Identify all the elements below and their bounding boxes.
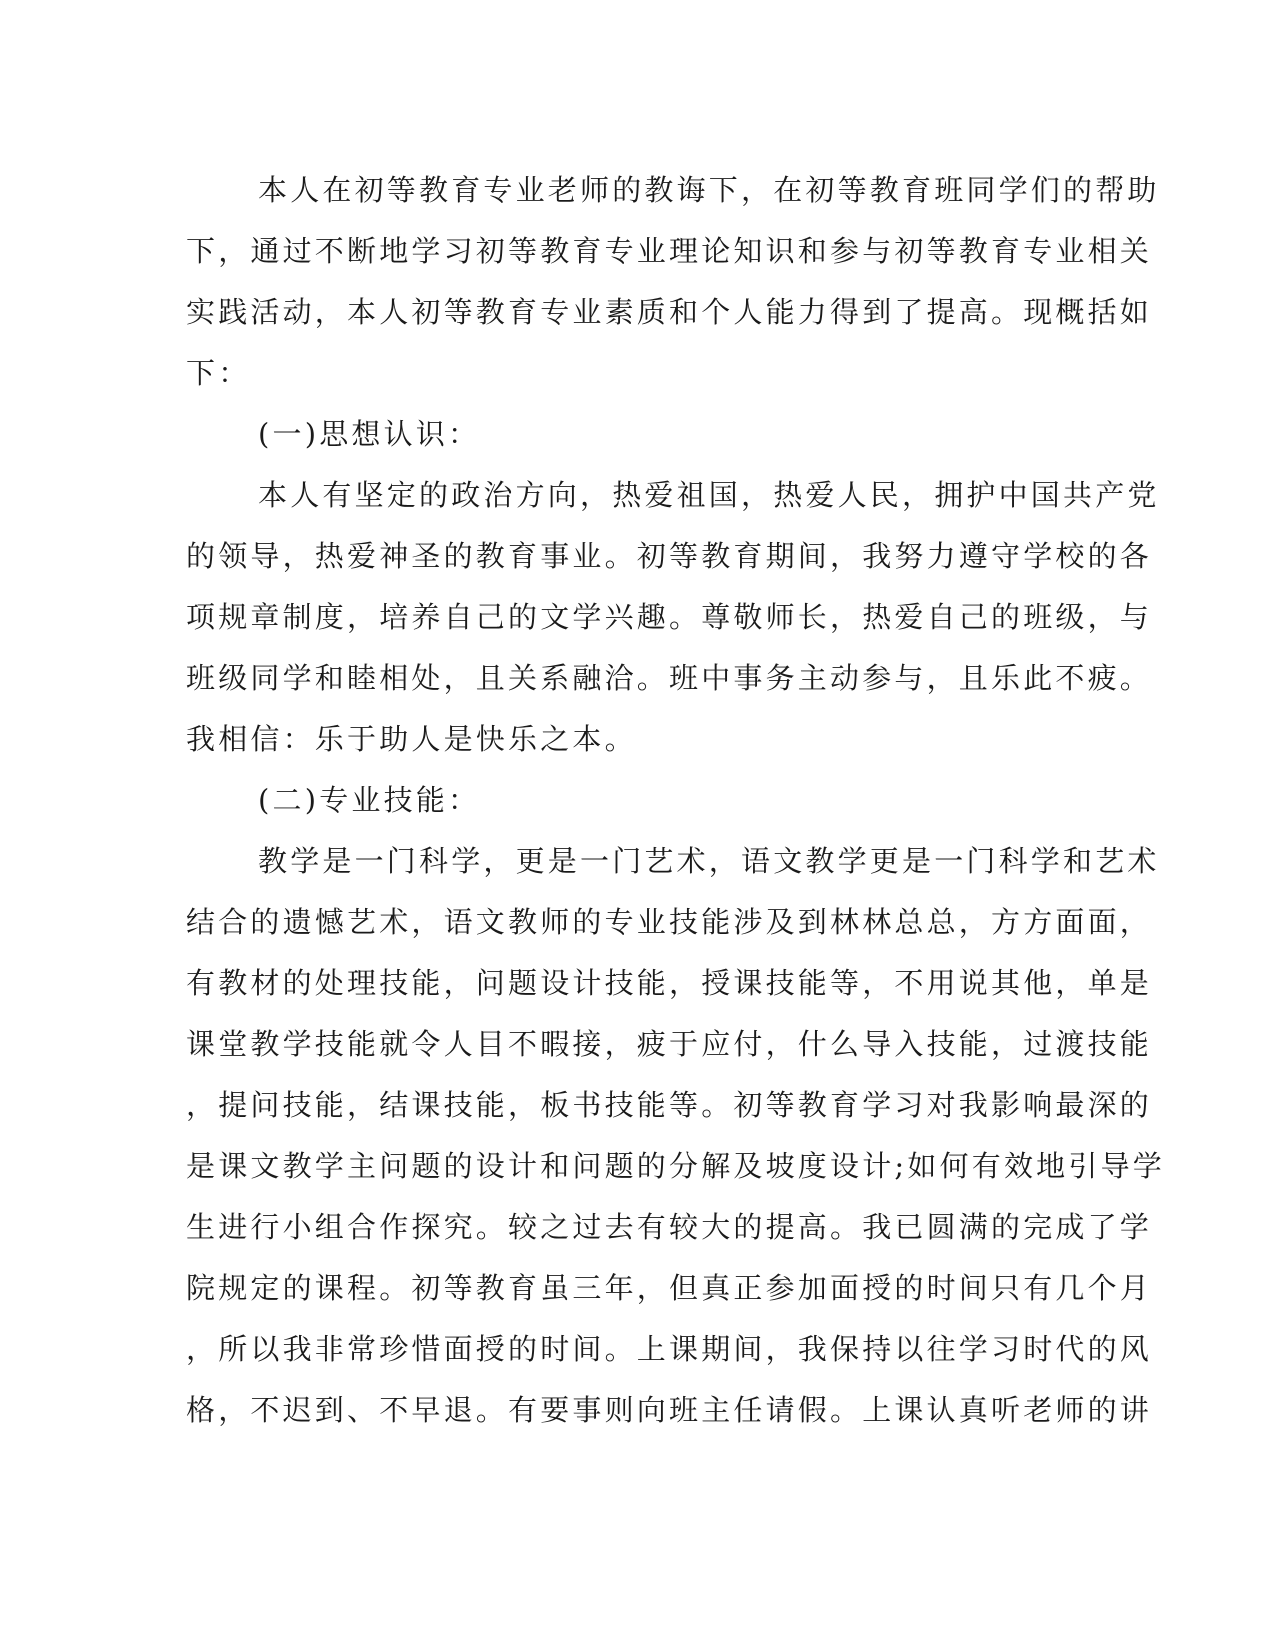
paragraph-intro-line-1: 本人在初等教育专业老师的教诲下，在初等教育班同学们的帮助 xyxy=(258,173,1160,207)
paragraph-skills-line-9: ，所以我非常珍惜面授的时间。上课期间，我保持以往学习时代的风 xyxy=(186,1332,1153,1366)
paragraph-skills-line-1: 教学是一门科学，更是一门艺术，语文教学更是一门科学和艺术 xyxy=(258,844,1160,878)
paragraph-skills-line-6: 是课文教学主问题的设计和问题的分解及坡度设计;如何有效地引导学 xyxy=(186,1149,1165,1183)
paragraph-intro-line-2: 下，通过不断地学习初等教育专业理论知识和参与初等教育专业相关 xyxy=(186,234,1153,268)
paragraph-thought-line-5: 我相信：乐于助人是快乐之本。 xyxy=(186,722,637,756)
paragraph-skills-line-2: 结合的遗憾艺术，语文教师的专业技能涉及到林林总总，方方面面， xyxy=(186,905,1153,939)
paragraph-thought-line-1: 本人有坚定的政治方向，热爱祖国，热爱人民，拥护中国共产党 xyxy=(258,478,1160,512)
paragraph-skills-line-5: ，提问技能，结课技能，板书技能等。初等教育学习对我影响最深的 xyxy=(186,1088,1153,1122)
paragraph-intro-line-4: 下： xyxy=(186,356,251,390)
section-heading-thought: (一)思想认识： xyxy=(258,417,481,451)
paragraph-thought-line-3: 项规章制度，培养自己的文学兴趣。尊敬师长，热爱自己的班级，与 xyxy=(186,600,1153,634)
document-body xyxy=(186,160,1165,1441)
paragraph-skills-line-8: 院规定的课程。初等教育虽三年，但真正参加面授的时间只有几个月 xyxy=(186,1271,1153,1305)
paragraph-thought-line-4: 班级同学和睦相处，且关系融洽。班中事务主动参与，且乐此不疲。 xyxy=(186,661,1153,695)
paragraph-skills-line-10: 格，不迟到、不早退。有要事则向班主任请假。上课认真听老师的讲 xyxy=(186,1393,1153,1427)
paragraph-skills-line-4: 课堂教学技能就令人目不暇接，疲于应付，什么导入技能，过渡技能 xyxy=(186,1027,1153,1061)
section-heading-skills: (二)专业技能： xyxy=(258,783,481,817)
paragraph-thought-line-2: 的领导，热爱神圣的教育事业。初等教育期间，我努力遵守学校的各 xyxy=(186,539,1153,573)
paragraph-skills-line-3: 有教材的处理技能，问题设计技能，授课技能等，不用说其他，单是 xyxy=(186,966,1153,1000)
paragraph-intro-line-3: 实践活动，本人初等教育专业素质和个人能力得到了提高。现概括如 xyxy=(186,295,1153,329)
paragraph-skills-line-7: 生进行小组合作探究。较之过去有较大的提高。我已圆满的完成了学 xyxy=(186,1210,1153,1244)
